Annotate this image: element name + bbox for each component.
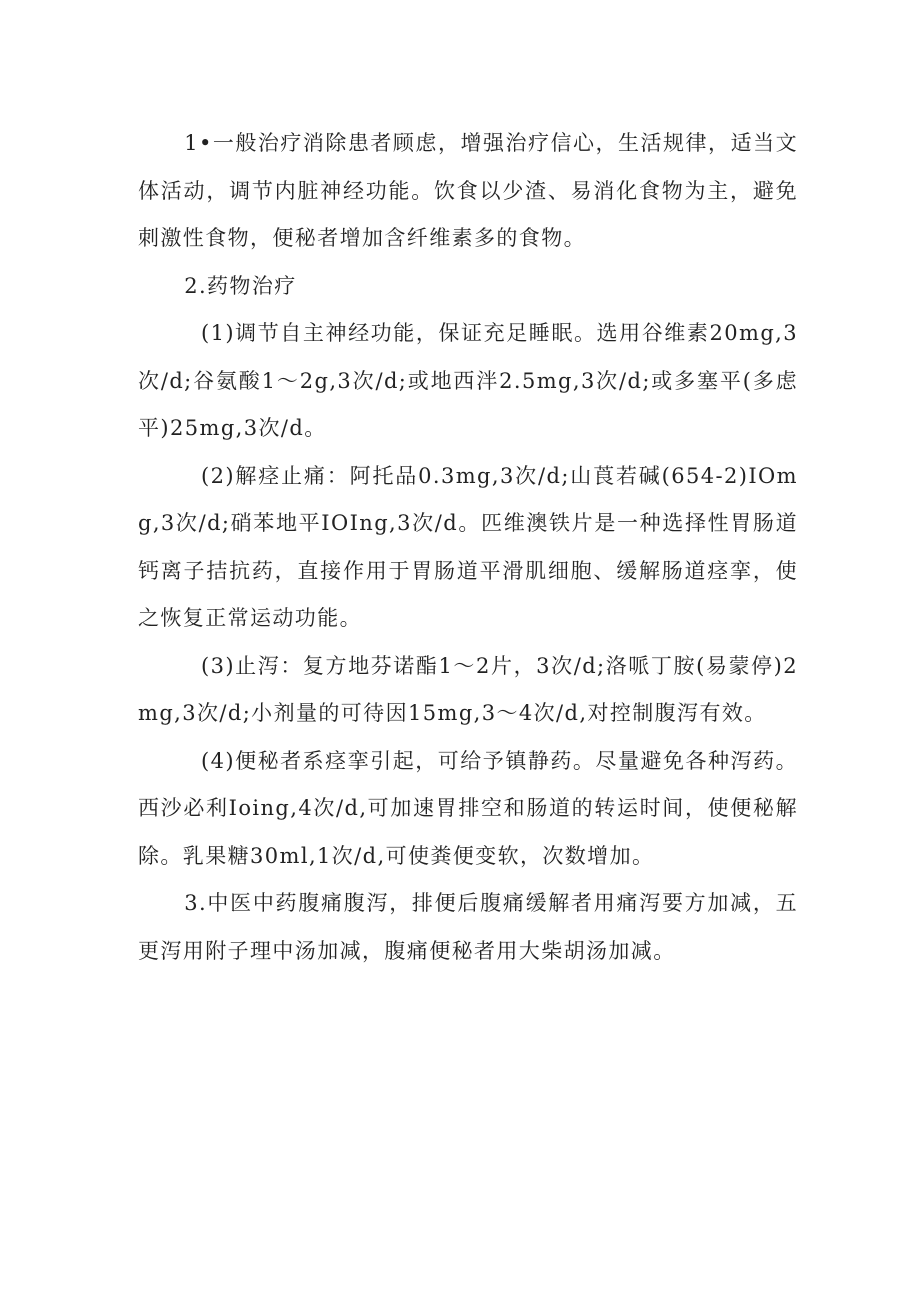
paragraph-autonomic-regulation: (1)调节自主神经功能，保证充足睡眠。选用谷维素20mg,3次/d;谷氨酸1～2g,3次/d;或地西泮2.5mg,3次/d;或多塞平(多虑平)25mg,3次/d。 xyxy=(138,321,798,440)
paragraph-antispasmodic: (2)解痉止痛：阿托品0.3mg,3次/d;山莨若碱(654-2)IOmg,3次/d;硝苯地平IOIng,3次/d。匹维澳铁片是一种选择性胃肠道钙离子拮抗药，直接作用于胃肠道平滑肌细胞、缓解肠道痉挛，使之恢复正常运动功能。 xyxy=(138,463,798,630)
paragraph-tcm-treatment: 3.中医中药腹痛腹泻，排便后腹痛缓解者用痛泻要方加减，五更泻用附子理中汤加减，腹痛便秘者用大柴胡汤加减。 xyxy=(138,891,798,963)
document-body xyxy=(138,120,798,975)
paragraph-drug-treatment-heading: 2.药物治疗 xyxy=(184,273,297,298)
paragraph-antidiarrheal: (3)止泻：复方地芬诺酯1～2片，3次/d;洛哌丁胺(易蒙停)2mg,3次/d;小剂量的可待因15mg,3～4次/d,对控制腹泻有效。 xyxy=(138,653,798,725)
paragraph-constipation: (4)便秘者系痉挛引起，可给予镇静药。尽量避免各种泻药。西沙必利Ioing,4次/d,可加速胃排空和肠道的转运时间，使便秘解除。乳果糖30ml,1次/d,可使粪便变软，次数增加。 xyxy=(138,748,798,868)
paragraph-general-treatment: 1•一般治疗消除患者顾虑，增强治疗信心，生活规律，适当文体活动，调节内脏神经功能。饮食以少渣、易消化食物为主，避免刺激性食物，便秘者增加含纤维素多的食物。 xyxy=(138,131,798,250)
